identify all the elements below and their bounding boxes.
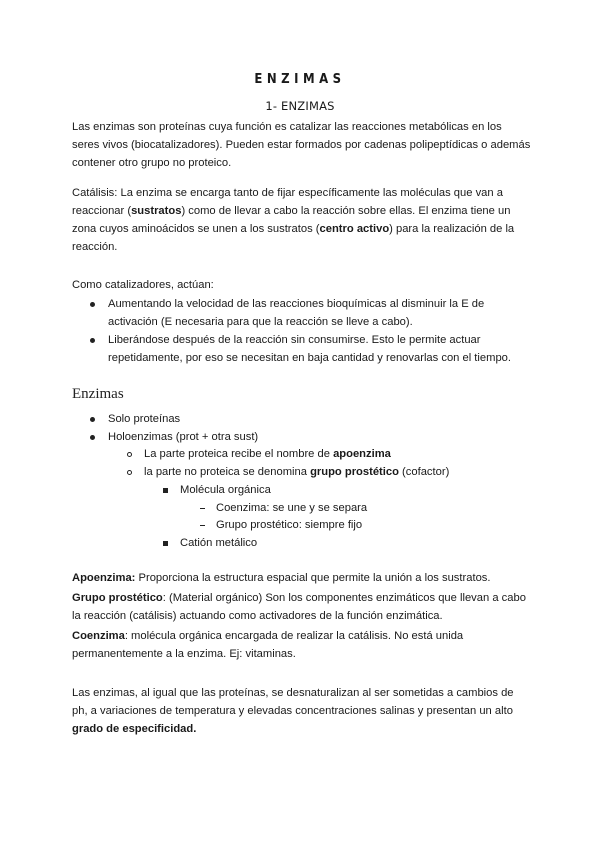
dash-list-item: Coenzima: se une y se separa <box>216 502 368 514</box>
list-item: Liberándose después de la reacción sin consumirse. Esto le permite actuar repetidamente, por eso se necesitan en baja cantidad y renovarlas con el tiempo. <box>108 334 511 364</box>
text-line: Las enzimas son proteínas cuya función es catalizar las reacciones metabólicas en los <box>72 121 502 133</box>
bullet-dot <box>90 435 95 440</box>
list-item: Holoenzimas (prot + otra sust) <box>108 431 259 443</box>
text-line: contener otro grupo no proteico. <box>72 157 232 169</box>
definition-grupo-prostetico: Grupo prostético: (Material orgánico) Son los componentes enzimáticos que llevan a cabo la reacción (catálisis) actuando como activadores de la función enzimática. <box>72 592 526 622</box>
definition-coenzima: Coenzima: molécula orgánica encargada de realizar la catálisis. No está unida permanentemente a la enzima. Ej: vitaminas. <box>72 630 464 660</box>
term-apoenzima: apoenzima <box>333 448 391 460</box>
sub-list-item: La parte proteica recibe el nombre de apoenzima <box>144 448 391 460</box>
intro-paragraph <box>72 118 530 172</box>
dash-list-item: Grupo prostético: siempre fijo <box>216 519 363 531</box>
term-grupo-prostetico: grupo prostético <box>310 466 399 478</box>
text-line: seres vivos (biocatalizadores). Pueden estar formados por cadenas polipeptídicas o además <box>72 139 531 151</box>
document-title: ENZIMAS <box>254 72 346 87</box>
bullet-square <box>163 488 168 493</box>
text-line: reaccionar (sustratos) como de llevar a cabo la reacción sobre ellas. El enzima tiene un <box>72 205 511 217</box>
list-item: Solo proteínas <box>108 413 181 425</box>
bullet-circle <box>127 470 132 475</box>
section-heading: Enzimas <box>72 386 124 402</box>
term-sustratos: sustratos <box>131 205 182 217</box>
sub-sub-list-item: Catión metálico <box>180 537 258 549</box>
bullet-dot <box>90 338 95 343</box>
list-item: Aumentando la velocidad de las reacciones bioquímicas al disminuir la E de activación (E necesaria para que la reacción se lleve a cabo). <box>108 298 485 328</box>
text-line: reacción. <box>72 241 118 253</box>
bullet-dash <box>200 508 205 509</box>
section-subtitle: 1- ENZIMAS <box>265 99 335 113</box>
bullet-circle <box>127 452 132 457</box>
term-grado-especificidad: grado de especificidad. <box>72 723 197 735</box>
bullet-dot <box>90 302 95 307</box>
catalysts-lead: Como catalizadores, actúan: <box>72 279 214 291</box>
bullet-square <box>163 541 168 546</box>
catalysis-paragraph <box>72 184 514 256</box>
bullet-dash <box>200 525 205 526</box>
term-centro-activo: centro activo <box>319 223 390 235</box>
bullet-dot <box>90 417 95 422</box>
definition-apoenzima: Apoenzima: Proporciona la estructura espacial que permite la unión a los sustratos. <box>72 572 491 584</box>
text-line: Catálisis: La enzima se encarga tanto de fijar específicamente las moléculas que van a <box>72 187 503 199</box>
text-line: zona cuyos aminoácidos se unen a los sustratos (centro activo) para la realización de la <box>72 223 515 235</box>
sub-list-item: la parte no proteica se denomina grupo prostético (cofactor) <box>144 466 450 478</box>
closing-paragraph: Las enzimas, al igual que las proteínas, se desnaturalizan al ser sometidas a cambios de ph, a variaciones de temperatura y elevadas concentraciones salinas y presentan un alto grado de especificidad. <box>72 687 514 735</box>
sub-sub-list-item: Molécula orgánica <box>180 484 271 496</box>
